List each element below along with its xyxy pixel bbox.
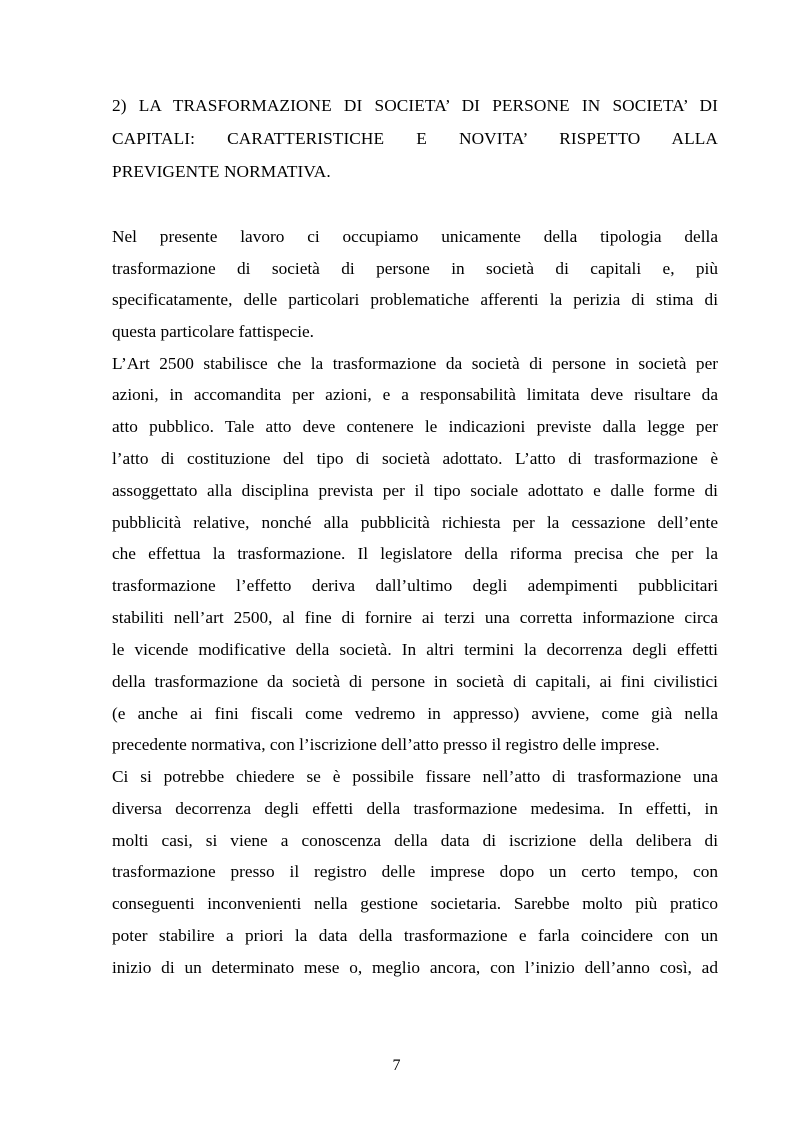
paragraph-line: trasformazione presso il registro delle imprese dopo un certo tempo, con — [112, 862, 718, 881]
paragraph-line: poter stabilire a priori la data della trasformazione e farla coincidere con un — [112, 926, 718, 945]
paragraph-line: azioni, in accomandita per azioni, e a responsabilità limitata deve risultare da — [112, 385, 718, 404]
paragraph-line: (e anche ai fini fiscali come vedremo in appresso) avviene, come già nella — [112, 704, 718, 723]
paragraph-line: questa particolare fattispecie. — [112, 322, 314, 341]
paragraph-line: conseguenti inconvenienti nella gestione societaria. Sarebbe molto più pratico — [112, 894, 718, 913]
paragraph-line: atto pubblico. Tale atto deve contenere le indicazioni previste dalla legge per — [112, 417, 718, 436]
paragraph-line: trasformazione l’effetto deriva dall’ultimo degli adempimenti pubblicitari — [112, 576, 718, 595]
paragraph-line: inizio di un determinato mese o, meglio ancora, con l’inizio dell’anno così, ad — [112, 958, 718, 977]
paragraph-line: Ci si potrebbe chiedere se è possibile fissare nell’atto di trasformazione una — [112, 767, 718, 786]
paragraph-line: molti casi, si viene a conoscenza della data di iscrizione della delibera di — [112, 831, 718, 850]
paragraph-line: pubblicità relative, nonché alla pubblicità richiesta per la cessazione dell’ente — [112, 513, 718, 532]
heading-line: 2) LA TRASFORMAZIONE DI SOCIETA’ DI PERSONE IN SOCIETA’ DI — [112, 96, 718, 115]
paragraph-line: stabiliti nell’art 2500, al fine di fornire ai terzi una corretta informazione circa — [112, 608, 718, 627]
page-number: 7 — [392, 1057, 401, 1074]
paragraph-line: l’atto di costituzione del tipo di società adottato. L’atto di trasformazione è — [112, 449, 718, 468]
paragraph-line: le vicende modificative della società. In altri termini la decorrenza degli effetti — [112, 640, 718, 659]
paragraph-line: che effettua la trasformazione. Il legislatore della riforma precisa che per la — [112, 544, 718, 563]
paragraph-line: precedente normativa, con l’iscrizione dell’atto presso il registro delle imprese. — [112, 735, 660, 754]
paragraph-line: specificatamente, delle particolari problematiche afferenti la perizia di stima di — [112, 290, 718, 309]
paragraph-line: assoggettato alla disciplina prevista per il tipo sociale adottato e dalle forme di — [112, 481, 718, 500]
paragraph-line: diversa decorrenza degli effetti della trasformazione medesima. In effetti, in — [112, 799, 718, 818]
paragraph-line: della trasformazione da società di persone in società di capitali, ai fini civilistici — [112, 672, 718, 691]
heading-line: CAPITALI: CARATTERISTICHE E NOVITA’ RISPETTO ALLA — [112, 129, 718, 148]
paragraph-line: L’Art 2500 stabilisce che la trasformazione da società di persone in società per — [112, 354, 718, 373]
paragraph-line: Nel presente lavoro ci occupiamo unicamente della tipologia della — [112, 227, 718, 246]
heading-line: PREVIGENTE NORMATIVA. — [112, 162, 331, 181]
paragraph-line: trasformazione di società di persone in società di capitali e, più — [112, 259, 718, 278]
